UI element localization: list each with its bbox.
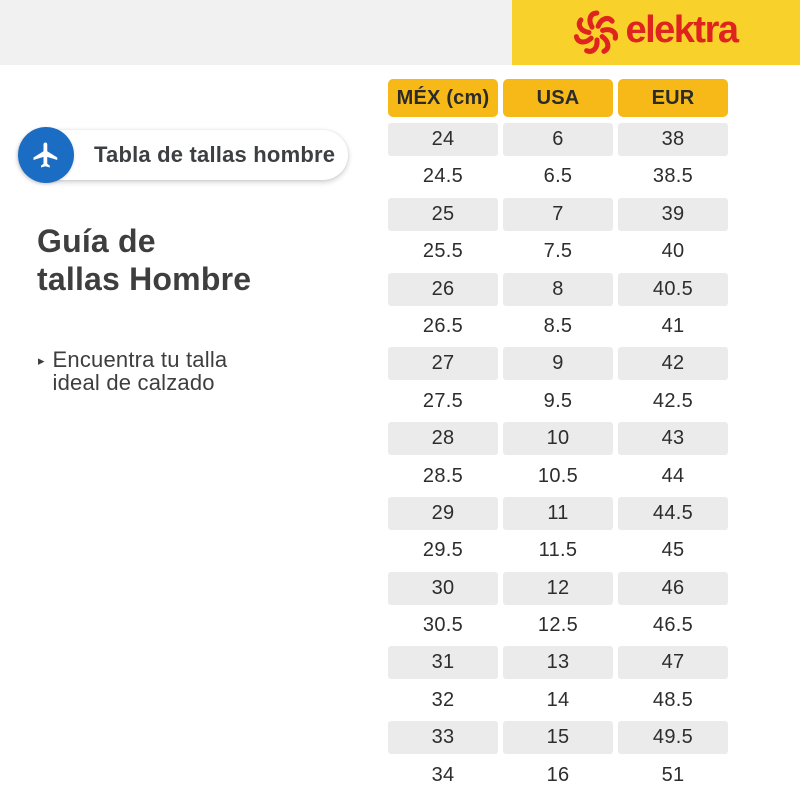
size-chart-chip-label: Tabla de tallas hombre (94, 142, 336, 167)
table-cell: 38 (618, 123, 728, 156)
table-cell: 13 (503, 646, 613, 679)
table-cell: 44.5 (618, 497, 728, 530)
size-table-body (388, 123, 728, 792)
table-header-cell: MÉX (cm) (388, 79, 498, 117)
page-title-line2: tallas Hombre (37, 261, 252, 297)
table-cell: 10.5 (503, 460, 613, 493)
table-cell: 32 (388, 684, 498, 717)
table-header-cell: USA (503, 79, 613, 117)
table-cell: 6 (503, 123, 613, 156)
table-cell: 29 (388, 497, 498, 530)
table-cell: 44 (618, 460, 728, 493)
table-cell: 6.5 (503, 160, 613, 193)
topbar-gray-band (0, 0, 512, 65)
table-cell: 16 (503, 759, 613, 792)
table-cell: 51 (618, 759, 728, 792)
table-cell: 8.5 (503, 310, 613, 343)
table-cell: 45 (618, 534, 728, 567)
table-cell: 11 (503, 497, 613, 530)
table-cell: 7 (503, 198, 613, 231)
table-cell: 26.5 (388, 310, 498, 343)
table-cell: 46.5 (618, 609, 728, 642)
table-cell: 31 (388, 646, 498, 679)
triangle-bullet-icon: ▸ (38, 354, 45, 369)
table-cell: 9.5 (503, 385, 613, 418)
table-cell: 30.5 (388, 609, 498, 642)
table-cell: 15 (503, 721, 613, 754)
table-cell: 8 (503, 273, 613, 306)
table-cell: 27.5 (388, 385, 498, 418)
table-cell: 28 (388, 422, 498, 455)
table-cell: 25 (388, 198, 498, 231)
table-cell: 30 (388, 572, 498, 605)
brand-wordmark: elektra (625, 9, 738, 51)
size-table-header (388, 79, 728, 117)
table-cell: 27 (388, 347, 498, 380)
table-cell: 47 (618, 646, 728, 679)
table-cell: 24 (388, 123, 498, 156)
table-cell: 24.5 (388, 160, 498, 193)
table-cell: 26 (388, 273, 498, 306)
table-cell: 46 (618, 572, 728, 605)
table-cell: 33 (388, 721, 498, 754)
table-cell: 9 (503, 347, 613, 380)
table-header-cell: EUR (618, 79, 728, 117)
hint-text-line1: Encuentra tu talla (52, 347, 228, 372)
hint-text (53, 348, 228, 394)
table-cell: 38.5 (618, 160, 728, 193)
hint-text-line2: ideal de calzado (52, 370, 215, 395)
table-cell: 40 (618, 235, 728, 268)
table-cell: 29.5 (388, 534, 498, 567)
table-cell: 28.5 (388, 460, 498, 493)
airplane-icon (18, 127, 74, 183)
size-table (388, 79, 728, 792)
elektra-pinwheel-icon (574, 10, 618, 56)
table-cell: 39 (618, 198, 728, 231)
size-chart-chip[interactable] (18, 130, 348, 180)
brand-logo (512, 0, 800, 65)
table-cell: 40.5 (618, 273, 728, 306)
table-cell: 34 (388, 759, 498, 792)
table-cell: 49.5 (618, 721, 728, 754)
table-cell: 25.5 (388, 235, 498, 268)
table-cell: 41 (618, 310, 728, 343)
page-title (37, 222, 251, 298)
table-cell: 48.5 (618, 684, 728, 717)
table-cell: 12.5 (503, 609, 613, 642)
page-title-line1: Guía de (37, 223, 156, 259)
table-cell: 42 (618, 347, 728, 380)
table-cell: 10 (503, 422, 613, 455)
table-cell: 14 (503, 684, 613, 717)
table-cell: 12 (503, 572, 613, 605)
table-cell: 11.5 (503, 534, 613, 567)
table-cell: 7.5 (503, 235, 613, 268)
table-cell: 42.5 (618, 385, 728, 418)
hint-bullet (38, 348, 227, 394)
table-cell: 43 (618, 422, 728, 455)
